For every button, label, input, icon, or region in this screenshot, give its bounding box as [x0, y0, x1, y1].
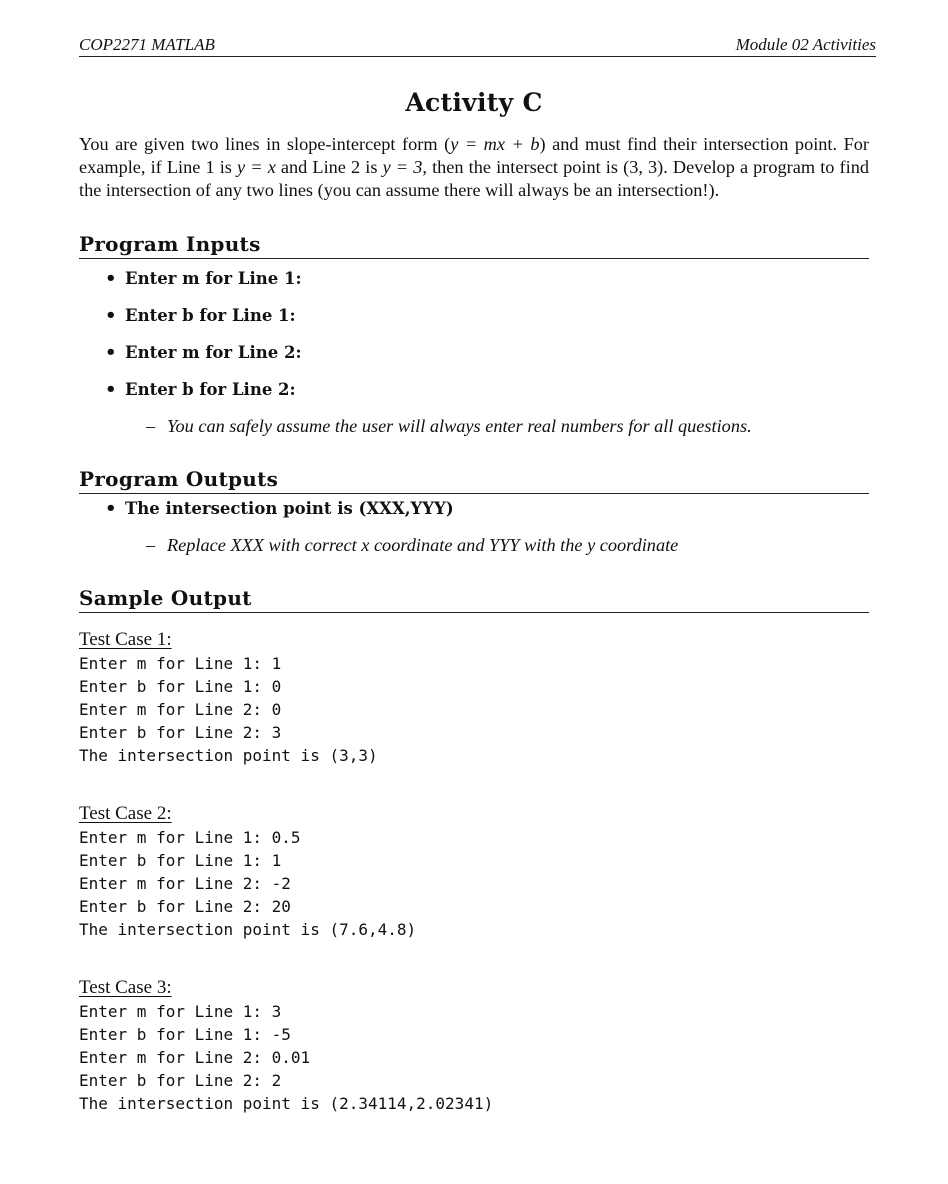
test-case — [79, 975, 869, 1115]
outputs-list — [79, 490, 869, 527]
list-item-text: Enter m for Line 1: — [125, 269, 302, 288]
test-case-title: Test Case 2: — [79, 803, 172, 824]
intro-text: , then the intersect point is (3, 3). Develop a program to find the intersection of any two lines (you can assume there will always be an intersection!). — [79, 157, 869, 200]
header-course: COP2271 MATLAB — [79, 35, 215, 54]
section-title: Program Inputs — [79, 232, 869, 259]
list-item — [79, 334, 869, 371]
console-line: Enter b for Line 2: 2 — [79, 1071, 282, 1090]
spacer — [79, 941, 869, 975]
test-case — [79, 801, 869, 941]
outputs-note — [79, 527, 869, 564]
console-line: The intersection point is (7.6,4.8) — [79, 920, 417, 939]
console-line: Enter m for Line 2: 0.01 — [79, 1048, 311, 1067]
bullet-icon: • — [105, 342, 117, 363]
dash-icon: – — [146, 535, 156, 555]
console-line: Enter b for Line 2: 20 — [79, 897, 291, 916]
program-inputs-section — [79, 232, 869, 445]
console-line: Enter m for Line 1: 0.5 — [79, 828, 301, 847]
intro-text: and Line 2 is — [275, 157, 383, 177]
intro-text: ) and must find their intersection point. For example, if Line 1 is — [79, 134, 869, 177]
test-case-title: Test Case 3: — [79, 977, 172, 998]
page-title: Activity C — [405, 88, 543, 117]
list-item-text: Enter b for Line 2: — [125, 380, 296, 399]
inputs-list — [79, 260, 869, 408]
bullet-icon: • — [105, 268, 117, 289]
console-line: Enter m for Line 1: 3 — [79, 1002, 282, 1021]
intro-paragraph — [79, 133, 869, 202]
intro-equation: y = mx + b — [450, 134, 540, 154]
note-text: Replace XXX with correct x coordinate and YYY with the y coordinate — [167, 535, 679, 555]
section-title: Sample Output — [79, 586, 869, 613]
list-item-text: Enter m for Line 2: — [125, 343, 302, 362]
console-line: The intersection point is (3,3) — [79, 746, 378, 765]
console-line: Enter b for Line 2: 3 — [79, 723, 282, 742]
dash-icon: – — [146, 416, 156, 436]
test-case — [79, 627, 869, 767]
list-item — [79, 260, 869, 297]
running-header — [79, 34, 876, 57]
console-line: Enter b for Line 1: -5 — [79, 1025, 291, 1044]
console-line: Enter b for Line 1: 0 — [79, 677, 282, 696]
program-outputs-section — [79, 467, 869, 564]
bullet-icon: • — [105, 379, 117, 400]
console-line: Enter b for Line 1: 1 — [79, 851, 282, 870]
console-line: Enter m for Line 2: 0 — [79, 700, 282, 719]
intro-equation: y = x — [237, 157, 276, 177]
section-title: Program Outputs — [79, 467, 869, 494]
sample-output-section — [79, 586, 869, 1115]
list-item — [79, 371, 869, 408]
list-item — [79, 297, 869, 334]
intro-equation: y = 3 — [382, 157, 423, 177]
console-line: Enter m for Line 2: -2 — [79, 874, 291, 893]
note-text: You can safely assume the user will always enter real numbers for all questions. — [167, 416, 752, 436]
console-line: The intersection point is (2.34114,2.02341) — [79, 1094, 494, 1113]
document-page — [79, 34, 876, 1115]
list-item-text: The intersection point is (XXX,YYY) — [125, 499, 454, 518]
inputs-note — [79, 408, 869, 445]
console-line: Enter m for Line 1: 1 — [79, 654, 282, 673]
spacer — [79, 767, 869, 801]
intro-text: You are given two lines in slope-intercept form ( — [79, 134, 451, 154]
bullet-icon: • — [105, 498, 117, 519]
bullet-icon: • — [105, 305, 117, 326]
list-item-text: Enter b for Line 1: — [125, 306, 296, 325]
test-case-title: Test Case 1: — [79, 629, 172, 650]
list-item — [79, 490, 869, 527]
header-module: Module 02 Activities — [735, 35, 876, 54]
